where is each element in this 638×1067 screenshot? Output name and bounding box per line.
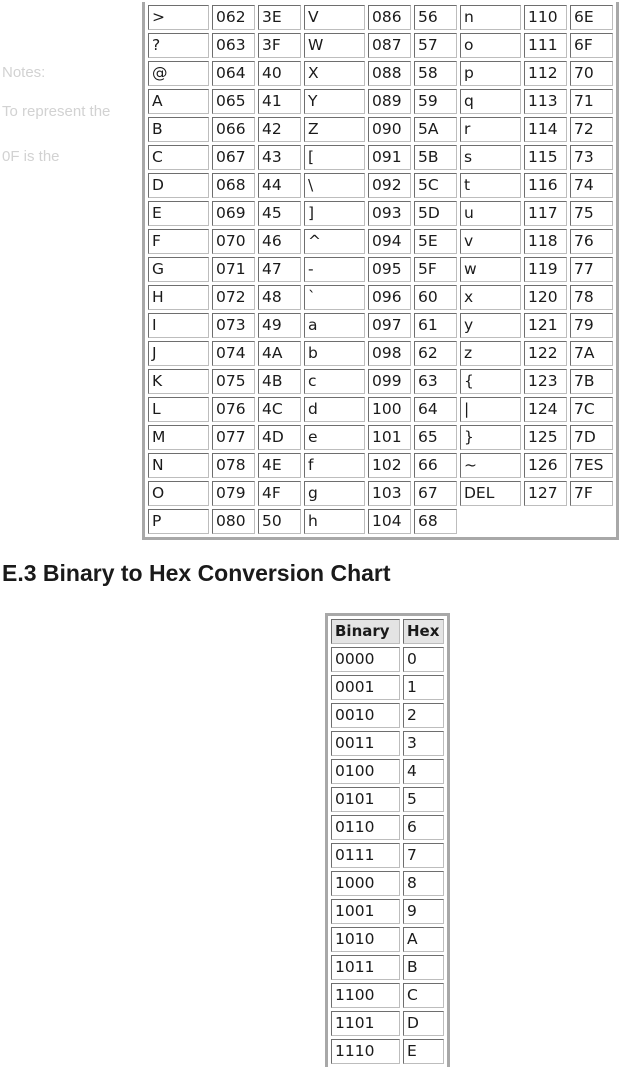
character-cell: L [148,397,209,422]
table-row [148,173,613,198]
hex-cell: 2 [403,703,444,728]
table-header-row [331,619,444,644]
hex-cell: 40 [258,61,301,86]
hex-cell: 43 [258,145,301,170]
empty-cell [460,509,521,534]
decimal-cell: 114 [524,117,567,142]
hex-cell: 63 [414,369,457,394]
table-row [148,257,613,282]
hex-cell: 8 [403,871,444,896]
character-cell: G [148,257,209,282]
hex-cell: 3F [258,33,301,58]
character-cell: X [304,61,365,86]
hex-cell: C [403,983,444,1008]
hex-cell: 7F [570,481,613,506]
hex-cell: 59 [414,89,457,114]
decimal-cell: 111 [524,33,567,58]
table-row [148,89,613,114]
table-row [148,425,613,450]
decimal-cell: 095 [368,257,411,282]
table-row [148,397,613,422]
hex-cell: 56 [414,5,457,30]
character-cell: V [304,5,365,30]
character-cell: w [460,257,521,282]
decimal-cell: 102 [368,453,411,478]
hex-cell: 7D [570,425,613,450]
hex-cell: 64 [414,397,457,422]
hex-cell: 70 [570,61,613,86]
table-row [331,983,444,1008]
decimal-cell: 079 [212,481,255,506]
hex-cell: 60 [414,285,457,310]
hex-cell: 45 [258,201,301,226]
hex-cell: 44 [258,173,301,198]
empty-cell [570,509,613,534]
hex-cell: 1 [403,675,444,700]
character-cell: [ [304,145,365,170]
decimal-cell: 090 [368,117,411,142]
hex-cell: D [403,1011,444,1036]
character-cell: N [148,453,209,478]
decimal-cell: 099 [368,369,411,394]
hex-cell: 7B [570,369,613,394]
table-row [148,229,613,254]
table-row [331,647,444,672]
decimal-cell: 117 [524,201,567,226]
binary-cell: 0111 [331,843,400,868]
decimal-cell: 103 [368,481,411,506]
hex-cell: 50 [258,509,301,534]
table-row [148,5,613,30]
character-cell: h [304,509,365,534]
character-cell: ^ [304,229,365,254]
decimal-cell: 074 [212,341,255,366]
hex-cell: 5C [414,173,457,198]
character-cell: o [460,33,521,58]
character-cell: u [460,201,521,226]
character-cell: } [460,425,521,450]
binary-cell: 0100 [331,759,400,784]
hex-cell: A [403,927,444,952]
character-cell: p [460,61,521,86]
decimal-cell: 094 [368,229,411,254]
character-cell: D [148,173,209,198]
table-row [331,899,444,924]
table-row [148,117,613,142]
character-cell: Y [304,89,365,114]
character-cell: ~ [460,453,521,478]
decimal-cell: 113 [524,89,567,114]
table-row [148,369,613,394]
table-row [148,453,613,478]
character-cell: c [304,369,365,394]
decimal-cell: 091 [368,145,411,170]
decimal-cell: 078 [212,453,255,478]
hex-cell: 65 [414,425,457,450]
hex-cell: 77 [570,257,613,282]
binary-cell: 0001 [331,675,400,700]
decimal-cell: 115 [524,145,567,170]
hex-cell: 5E [414,229,457,254]
character-cell: n [460,5,521,30]
binary-cell: 1010 [331,927,400,952]
hex-cell: 0 [403,647,444,672]
table-row [331,675,444,700]
hex-cell: 5 [403,787,444,812]
character-cell: f [304,453,365,478]
binary-cell: 1011 [331,955,400,980]
character-cell: C [148,145,209,170]
hex-cell: 57 [414,33,457,58]
character-cell: a [304,313,365,338]
hex-cell: 62 [414,341,457,366]
binary-hex-table [325,613,450,1067]
decimal-cell: 123 [524,369,567,394]
binary-cell: 1100 [331,983,400,1008]
table-row [148,33,613,58]
hex-cell: 71 [570,89,613,114]
character-cell: ? [148,33,209,58]
ascii-code-table [142,2,619,540]
table-row [148,341,613,366]
character-cell: ` [304,285,365,310]
character-cell: H [148,285,209,310]
decimal-cell: 116 [524,173,567,198]
table-row [148,61,613,86]
hex-cell: E [403,1039,444,1064]
hex-cell: 67 [414,481,457,506]
hex-cell: B [403,955,444,980]
hex-cell: 5D [414,201,457,226]
decimal-cell: 097 [368,313,411,338]
character-cell: J [148,341,209,366]
table-row [331,927,444,952]
table-row [148,285,613,310]
hex-cell: 4E [258,453,301,478]
decimal-cell: 063 [212,33,255,58]
table-row [331,1039,444,1064]
hex-cell: 79 [570,313,613,338]
decimal-cell: 080 [212,509,255,534]
decimal-cell: 127 [524,481,567,506]
decimal-cell: 086 [368,5,411,30]
table-row [331,871,444,896]
section-heading: E.3 Binary to Hex Conversion Chart [2,560,391,586]
hex-cell: 4F [258,481,301,506]
hex-cell: 74 [570,173,613,198]
table-row [148,145,613,170]
hex-cell: 72 [570,117,613,142]
decimal-cell: 071 [212,257,255,282]
decimal-cell: 089 [368,89,411,114]
character-cell: { [460,369,521,394]
character-cell: DEL [460,481,521,506]
character-cell: x [460,285,521,310]
hex-cell: 3E [258,5,301,30]
decimal-cell: 069 [212,201,255,226]
character-cell: s [460,145,521,170]
character-cell: g [304,481,365,506]
decimal-cell: 087 [368,33,411,58]
character-cell: P [148,509,209,534]
hex-cell: 73 [570,145,613,170]
character-cell: O [148,481,209,506]
binary-cell: 0010 [331,703,400,728]
hex-cell: 5B [414,145,457,170]
decimal-cell: 126 [524,453,567,478]
binary-cell: 1001 [331,899,400,924]
table-row [331,815,444,840]
table-row [331,731,444,756]
character-cell: M [148,425,209,450]
character-cell: b [304,341,365,366]
character-cell: q [460,89,521,114]
decimal-cell: 064 [212,61,255,86]
decimal-cell: 073 [212,313,255,338]
decimal-cell: 092 [368,173,411,198]
hex-cell: 7 [403,843,444,868]
character-cell: E [148,201,209,226]
faded-notes-label: Notes: [2,64,46,81]
character-cell: t [460,173,521,198]
decimal-cell: 098 [368,341,411,366]
hex-cell: 9 [403,899,444,924]
binary-cell: 0011 [331,731,400,756]
hex-cell: 4A [258,341,301,366]
hex-cell: 66 [414,453,457,478]
hex-cell: 6F [570,33,613,58]
hex-cell: 5F [414,257,457,282]
hex-cell: 7A [570,341,613,366]
decimal-cell: 062 [212,5,255,30]
hex-cell: 49 [258,313,301,338]
character-cell: | [460,397,521,422]
hex-cell: 4B [258,369,301,394]
character-cell: \ [304,173,365,198]
hex-cell: 68 [414,509,457,534]
table-row [331,759,444,784]
decimal-cell: 121 [524,313,567,338]
decimal-cell: 077 [212,425,255,450]
hex-cell: 75 [570,201,613,226]
character-cell: W [304,33,365,58]
hex-cell: 7ES [570,453,613,478]
decimal-cell: 068 [212,173,255,198]
binary-cell: 1110 [331,1039,400,1064]
faded-notes-line: 0F is the [2,148,60,165]
decimal-cell: 118 [524,229,567,254]
faded-notes-line: To represent the [2,103,111,120]
table-row [148,313,613,338]
decimal-cell: 065 [212,89,255,114]
decimal-cell: 088 [368,61,411,86]
binary-cell: 0101 [331,787,400,812]
hex-cell: 6 [403,815,444,840]
character-cell: y [460,313,521,338]
decimal-cell: 075 [212,369,255,394]
binary-cell: 0000 [331,647,400,672]
decimal-cell: 124 [524,397,567,422]
character-cell: @ [148,61,209,86]
decimal-cell: 112 [524,61,567,86]
hex-cell: 41 [258,89,301,114]
character-cell: - [304,257,365,282]
hex-cell: 58 [414,61,457,86]
character-cell: A [148,89,209,114]
character-cell: d [304,397,365,422]
hex-cell: 42 [258,117,301,142]
decimal-cell: 104 [368,509,411,534]
character-cell: z [460,341,521,366]
hex-cell: 78 [570,285,613,310]
character-cell: v [460,229,521,254]
hex-cell: 3 [403,731,444,756]
character-cell: I [148,313,209,338]
table-row [331,955,444,980]
hex-cell: 61 [414,313,457,338]
hex-cell: 5A [414,117,457,142]
decimal-cell: 122 [524,341,567,366]
decimal-cell: 070 [212,229,255,254]
hex-cell: 76 [570,229,613,254]
table-row [331,787,444,812]
decimal-cell: 120 [524,285,567,310]
hex-cell: 4 [403,759,444,784]
hex-cell: 46 [258,229,301,254]
binary-cell: 1101 [331,1011,400,1036]
decimal-cell: 096 [368,285,411,310]
binary-cell: 1000 [331,871,400,896]
hex-cell: 4D [258,425,301,450]
hex-cell: 47 [258,257,301,282]
character-cell: B [148,117,209,142]
decimal-cell: 072 [212,285,255,310]
decimal-cell: 066 [212,117,255,142]
empty-cell [524,509,567,534]
character-cell: K [148,369,209,394]
decimal-cell: 110 [524,5,567,30]
character-cell: Z [304,117,365,142]
hex-cell: 7C [570,397,613,422]
decimal-cell: 119 [524,257,567,282]
table-row [331,1011,444,1036]
decimal-cell: 100 [368,397,411,422]
table-row [331,703,444,728]
decimal-cell: 076 [212,397,255,422]
decimal-cell: 125 [524,425,567,450]
decimal-cell: 101 [368,425,411,450]
hex-cell: 48 [258,285,301,310]
character-cell: F [148,229,209,254]
hex-cell: 6E [570,5,613,30]
decimal-cell: 067 [212,145,255,170]
character-cell: r [460,117,521,142]
column-header-binary: Binary [331,619,400,644]
decimal-cell: 093 [368,201,411,226]
column-header-hex: Hex [403,619,444,644]
table-row [148,481,613,506]
character-cell: > [148,5,209,30]
character-cell: ] [304,201,365,226]
table-row [331,843,444,868]
hex-cell: 4C [258,397,301,422]
binary-cell: 0110 [331,815,400,840]
table-row [148,201,613,226]
character-cell: e [304,425,365,450]
table-row [148,509,613,534]
